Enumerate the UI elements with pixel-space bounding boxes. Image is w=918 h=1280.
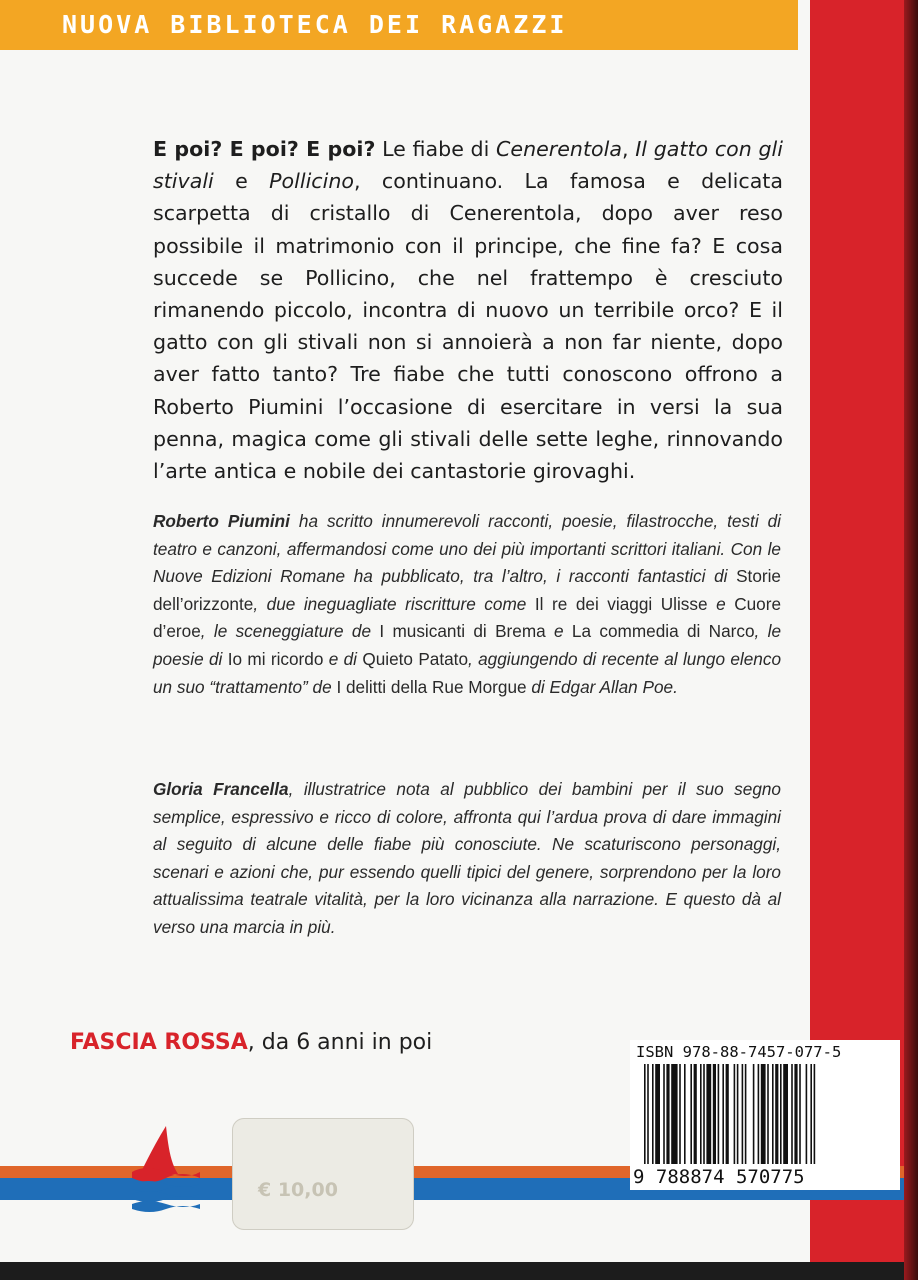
blurb-text: e	[213, 169, 270, 194]
barcode-bar	[722, 1064, 724, 1164]
barcode-bar	[758, 1064, 760, 1164]
illustrator-bio	[153, 776, 781, 942]
price-text: € 10,00	[258, 1179, 338, 1201]
blurb-text: Le fiabe di	[375, 137, 497, 161]
publisher-logo-icon	[126, 1122, 206, 1222]
bio-text: e	[545, 621, 572, 642]
barcode-bar	[655, 1064, 660, 1164]
barcode-bar	[684, 1064, 686, 1164]
barcode-bar	[663, 1064, 665, 1164]
barcode-bar	[652, 1064, 654, 1164]
barcode-bar	[799, 1064, 801, 1164]
book-title: Cenerentola	[496, 137, 622, 161]
barcode-bar	[700, 1064, 702, 1164]
author-name: Roberto Piumini	[153, 511, 290, 531]
work-title: Quieto Patato	[362, 648, 469, 669]
barcode-bar	[718, 1064, 720, 1164]
work-title: Storie dell’orizzonte	[153, 566, 781, 614]
barcode-bar	[703, 1064, 705, 1164]
barcode-bar	[734, 1064, 736, 1164]
bio-text: , due ineguagliate riscritture come	[253, 593, 535, 614]
barcode-bar	[814, 1064, 816, 1164]
barcode-bar	[775, 1064, 778, 1164]
work-title: Cuore d’eroe	[153, 593, 781, 642]
work-title: Io mi ricordo	[227, 648, 324, 669]
age-band-line	[70, 1030, 432, 1055]
barcode-bar	[745, 1064, 747, 1164]
book-title: Pollicino	[269, 169, 355, 194]
barcode	[644, 1064, 900, 1172]
illustrator-name: Gloria Francella	[153, 779, 289, 799]
isbn-label: ISBN 978-88-7457-077-5	[636, 1043, 842, 1061]
bio-text: , aggiungendo di recente al lungo elenco un suo “trattamento” de	[153, 648, 782, 697]
barcode-bar	[806, 1064, 808, 1164]
series-band	[0, 0, 798, 50]
barcode-bar	[690, 1064, 692, 1164]
series-title: NUOVA BIBLIOTECA DEI RAGAZZI	[62, 10, 568, 39]
barcode-bar	[742, 1064, 744, 1164]
bio-text: ha scritto innumerevoli racconti, poesie, filastrocche, testi di teatro e canzoni, affermandosi come uno dei più importanti scrittori italiani. Con le Nuove Edizioni Romane ha pubblicato, tra l’altro, i racconti fantastici di	[153, 511, 781, 587]
barcode-bar	[737, 1064, 739, 1164]
barcode-number: 9 788874 570775	[633, 1166, 805, 1188]
barcode-bar	[783, 1064, 788, 1164]
work-title: Il re dei viaggi Ulisse	[534, 593, 708, 614]
barcode-bar	[780, 1064, 782, 1164]
barcode-bar	[647, 1064, 649, 1164]
barcode-bar	[644, 1064, 646, 1164]
barcode-bar	[694, 1064, 697, 1164]
barcode-bar	[794, 1064, 797, 1164]
barcode-bar	[713, 1064, 716, 1164]
barcode-bar	[706, 1064, 711, 1164]
work-title: I delitti della Rue Morgue	[336, 676, 527, 697]
bio-text: di Edgar Allan Poe.	[526, 676, 678, 697]
barcode-bar	[666, 1064, 669, 1164]
bio-text: , le sceneggiature de	[200, 621, 380, 642]
barcode-bar	[791, 1064, 793, 1164]
bio-text: e	[707, 593, 735, 614]
book-title: Il gatto con gli stivali	[153, 137, 783, 194]
blurb-text: , continuano. La famosa e delicata scarpetta di cristallo di Cenerentola, dopo aver reso possibile il matrimonio con il principe, che fine fa? E cosa succede se Pollicino, che nel frattempo è cresciuto rimanendo piccolo, incontra di nuovo un terribile orco? E il gatto con gli stivali non si annoierà a non far niente, dopo aver fatto tanto? Tre fiabe che tutti conoscono offrono a Roberto Piumini l’occasione di esercitare in versi la sua penna, magica come gli stivali delle sette leghe, rinnovando l’arte antica e nobile dei cantastorie girovaghi.	[153, 169, 784, 484]
barcode-bar	[761, 1064, 766, 1164]
barcode-bar	[767, 1064, 769, 1164]
spine-edge	[904, 0, 918, 1280]
work-title: La commedia di Narco	[571, 621, 755, 642]
work-title: I musicanti di Brema	[379, 621, 546, 642]
barcode-bar	[753, 1064, 755, 1164]
barcode-bar	[810, 1064, 812, 1164]
blurb-text: ,	[622, 137, 636, 161]
author-bio	[153, 508, 781, 701]
barcode-bar	[726, 1064, 729, 1164]
barcode-bar	[679, 1064, 681, 1164]
bio-text: , illustratrice nota al pubblico dei bambini per il suo segno semplice, espressivo e ricco di colore, affronta qui l’ardua prova di dare immagini al seguito di alcune delle fiabe più conosciute. Ne scaturiscono personaggi, scenari e azioni che, pur essendo quelli tipici del genere, sorprendono per la loro attualissima teatrale vitalità, per la loro vicinanza alla narrazione. E questo dà al verso una marcia in più.	[153, 779, 781, 937]
age-band-label: FASCIA ROSSA	[70, 1030, 248, 1055]
price-sticker	[232, 1118, 414, 1230]
blurb-paragraph	[153, 133, 783, 487]
bio-text: , le poesie di	[153, 621, 782, 669]
barcode-bar	[772, 1064, 774, 1164]
bio-text: e di	[323, 648, 363, 669]
age-band-suffix: , da 6 anni in poi	[247, 1030, 433, 1055]
barcode-bar	[671, 1064, 677, 1164]
blurb-lead: E poi? E poi? E poi?	[153, 137, 376, 161]
